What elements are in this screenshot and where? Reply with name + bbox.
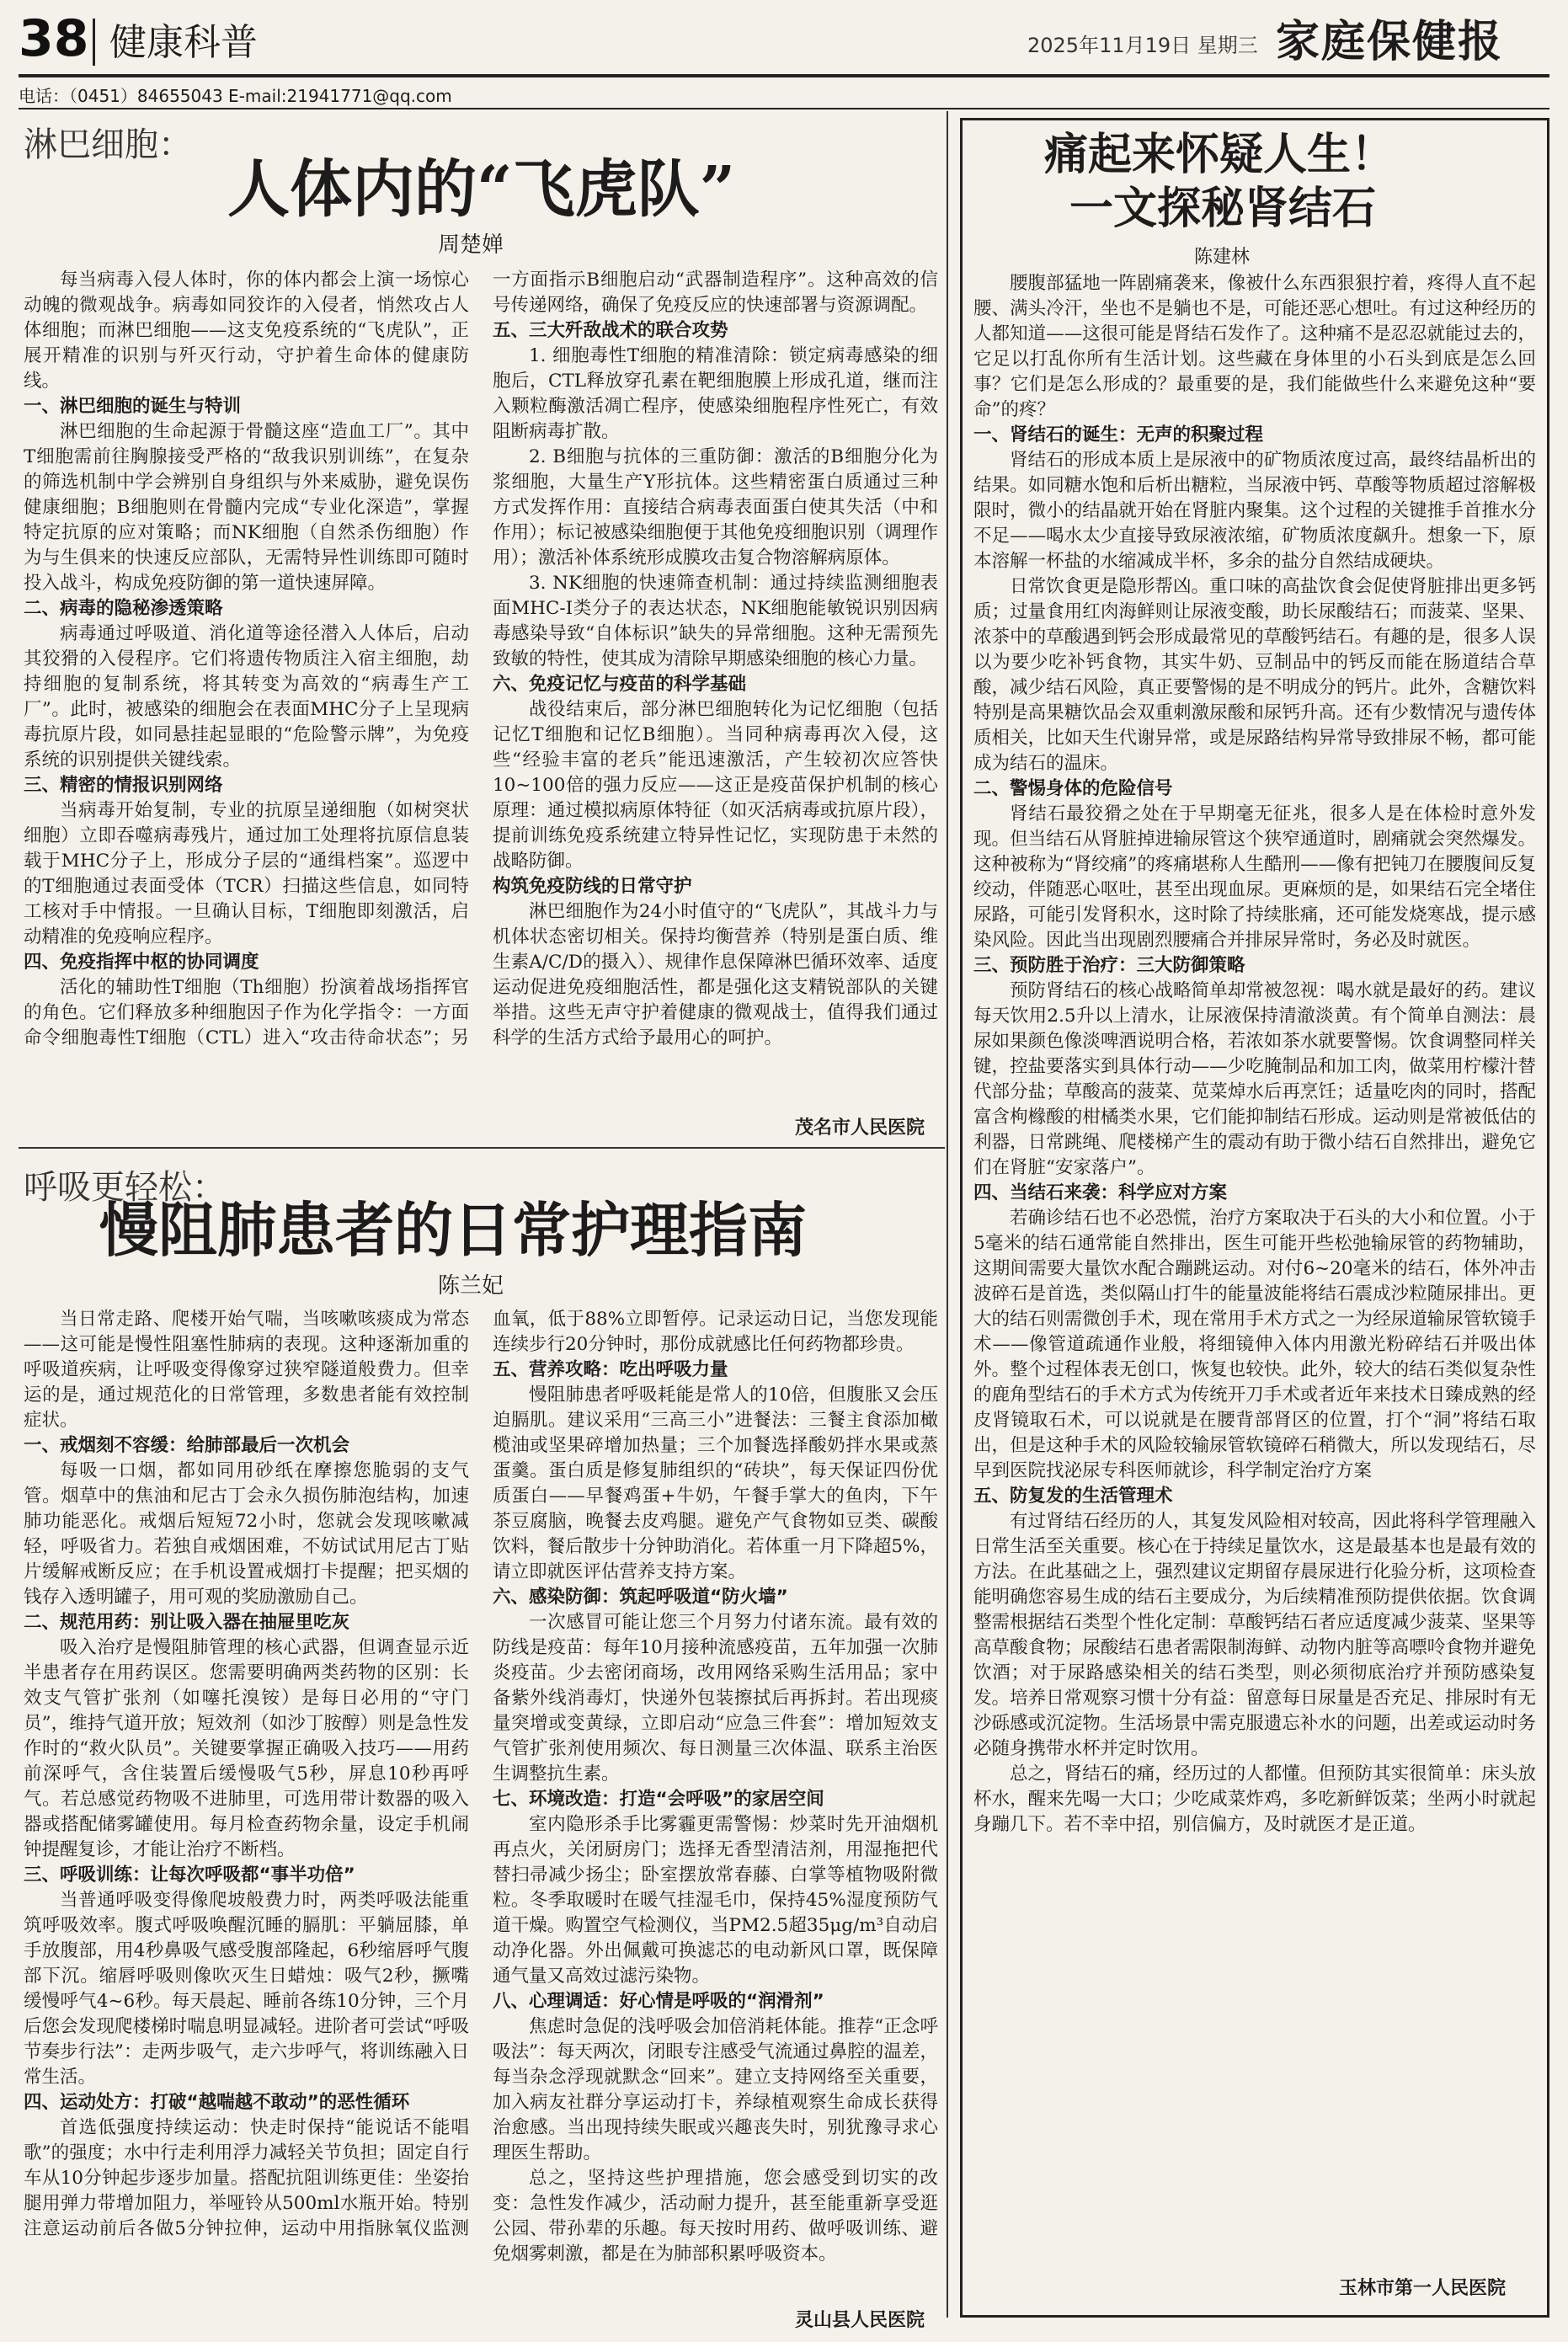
paragraph: 有过肾结石经历的人，其复发风险相对较高，因此将科学管理融入日常生活至关重要。核心在于持续足量饮水，这是最基本也是最有效的方法。在此基础之上，强烈建议定期留存晨尿进行化验分析，这项检查能明确您容易生成的结石主要成分，为后续精准预防提供依据。饮食调整需根据结石类型个性化定制：草酸钙结石者应适度减少菠菜、坚果等高草酸食物；尿酸结石患者需限制海鲜、动物内脏等高嘌呤食物并避免饮酒；对于尿路感染相关的结石类型，则必须彻底治疗并预防感染复发。培养日常观察习惯十分有益：留意每日尿量是否充足、排尿时有无沙砾感或沉淀物。生活场景中需克服遗忘补水的问题，出差或运动时务必随身携带水杯并定时饮用。 xyxy=(973,1511,1536,1759)
section-heading: 四、当结石来袭：科学应对方案 xyxy=(973,1182,1228,1203)
newspaper-name: 家庭保健报 xyxy=(1276,16,1504,67)
article1-kicker: 淋巴细胞： xyxy=(24,125,192,164)
paragraph: 活化的辅助性T细胞（Th细胞）扮演着战场指挥官的角色。它们释放多种细胞因子作为化学指令：一方面命令细胞毒性T细胞（CTL）进入“攻击待命状态”；另一方面指示B细胞启动“武器制造程序”。这种高效的信号传递网络，确保了免疫反应的快速部署与资源调配。 xyxy=(24,269,938,1048)
paragraph: 腰腹部猛地一阵剧痛袭来，像被什么东西狠狠拧着，疼得人直不起腰、满头冷汗，坐也不是躺也不是，可能还恶心想吐。有过这种经历的人都知道——这很可能是肾结石发作了。这种痛不是忍忍就能过去的，它足以打乱你所有生活计划。这些藏在身体里的小石头到底是怎么回事？它们是怎么形成的？最重要的是，我们能做些什么来避免这种“要命”的疼？ xyxy=(973,273,1536,420)
paragraph: 淋巴细胞的生命起源于骨髓这座“造血工厂”。其中T细胞需前往胸腺接受严格的“敌我识别训练”，在复杂的筛选机制中学会辨别自身组织与外来威胁，避免误伤健康细胞；B细胞则在骨髓内完成“专业化深造”，掌握特定抗原的应对策略；而NK细胞（自然杀伤细胞）作为与生俱来的快速反应部队，无需特异性训练即可随时投入战斗，构成免疫防御的第一道快速屏障。 xyxy=(24,421,469,594)
contact-line: 电话：（0451）84655043 E-mail:21941771@qq.com xyxy=(19,86,452,106)
section-heading: 构筑免疫防线的日常守护 xyxy=(493,876,692,897)
paragraph: 慢阻肺患者呼吸耗能是常人的10倍，但腹胀又会压迫膈肌。建议采用“三高三小”进餐法：三餐主食添加橄榄油或坚果碎增加热量；三个加餐选择酸奶拌水果或蒸蛋羹。蛋白质是修复肺组织的“砖块”，每天保证四份优质蛋白——早餐鸡蛋+牛奶，午餐手掌大的鱼肉，下午茶豆腐脑，晚餐去皮鸡腿。避免产气食物如豆类、碳酸饮料，餐后散步十分钟助消化。若体重一月下降超5%，请立即就医评估营养支持方案。 xyxy=(493,1384,938,1582)
paragraph: 吸入治疗是慢阻肺管理的核心武器，但调查显示近半患者存在用药误区。您需要明确两类药物的区别：长效支气管扩张剂（如噻托溴铵）是每日必用的“守门员”，维持气道开放；短效剂（如沙丁胺醇）则是急性发作时的“救火队员”。关键要掌握正确吸入技巧——用药前深呼气，含住装置后缓慢吸气5秒，屏息10秒再呼气。若总感觉药物吸不进肺里，可选用带计数器的吸入器或搭配储雾罐使用。每月检查药物余量，设定手机闹钟提醒复诊，才能让治疗不断档。 xyxy=(24,1637,469,1860)
article2-kicker: 呼吸更轻松： xyxy=(24,1168,226,1207)
issue-date: 2025年11月19日 星期三 xyxy=(1027,34,1258,57)
article-separator xyxy=(19,1147,945,1149)
article3-title-line2: 一文探秘肾结石 xyxy=(1069,183,1377,234)
article3-title-line1: 痛起来怀疑人生！ xyxy=(1044,129,1395,180)
masthead xyxy=(0,0,1568,106)
section-heading: 六、感染防御：筑起呼吸道“防火墙” xyxy=(493,1587,788,1608)
page-number: 38 xyxy=(19,9,89,68)
article1-body xyxy=(24,268,938,1110)
article2-author: 陈兰妃 xyxy=(438,1273,504,1299)
section-heading: 五、营养攻略：吃出呼吸力量 xyxy=(493,1359,728,1380)
article3-author: 陈建林 xyxy=(1194,247,1251,268)
article1-source: 茂名市人民医院 xyxy=(795,1118,925,1139)
section-heading: 二、规范用药：别让吸入器在抽屉里吃灰 xyxy=(24,1612,350,1633)
paragraph: 总之，坚持这些护理措施，您会感受到切实的改变：急性发作减少，活动耐力提升，甚至能重新享受逛公园、带孙辈的乐趣。每天按时用药、做呼吸训练、避免烟雾刺激，都是在为肺部积累呼吸资本。 xyxy=(493,2168,938,2265)
masthead-separator xyxy=(93,19,95,66)
article3-body xyxy=(973,271,1536,2265)
paragraph: 一次感冒可能让您三个月努力付诸东流。最有效的防线是疫苗：每年10月接种流感疫苗，五年加强一次肺炎疫苗。少去密闭商场，改用网络采购生活用品；家中备紫外线消毒灯，快递外包装擦拭后再拆封。若出现痰量突增或变黄绿，立即启动“应急三件套”：增加短效支气管扩张剂使用频次、每日测量三次体温、联系主治医生调整抗生素。 xyxy=(493,1612,938,1785)
paragraph: 预防肾结石的核心战略简单却常被忽视：喝水就是最好的药。建议每天饮用2.5升以上清水，让尿液保持清澈淡黄。有个简单自测法：晨尿如果颜色像淡啤酒说明合格，若浓如茶水就要警惕。饮食调整同样关键，控盐要落实到具体行动——少吃腌制品和加工肉，做菜用柠檬汁替代部分盐；草酸高的菠菜、苋菜焯水后再烹饪；适量吃肉的同时，搭配富含枸橼酸的柑橘类水果，它们能抑制结石形成。运动则是常被低估的利器，日常跳绳、爬楼梯产生的震动有助于微小结石自然排出，避免它们在肾脏“安家落户”。 xyxy=(973,980,1536,1178)
section-heading: 一、戒烟刻不容缓：给肺部最后一次机会 xyxy=(24,1435,350,1456)
paragraph: 3. NK细胞的快速筛查机制：通过持续监测细胞表面MHC-I类分子的表达状态，NK细胞能敏锐识别因病毒感染导致“自体标识”缺失的异常细胞。这种无需预先致敏的特性，使其成为清除早期感染细胞的核心力量。 xyxy=(493,573,938,670)
paragraph: 每当病毒入侵人体时，你的体内都会上演一场惊心动魄的微观战争。病毒如同狡诈的入侵者，悄然攻占人体细胞；而淋巴细胞——这支免疫系统的“飞虎队”，正展开精准的识别与歼灭行动，守护着生命体的健康防线。 xyxy=(24,269,469,392)
section-title: 健康科普 xyxy=(109,21,258,64)
section-heading: 五、三大歼敌战术的联合攻势 xyxy=(493,320,728,341)
paragraph: 淋巴细胞作为24小时值守的“飞虎队”，其战斗力与机体状态密切相关。保持均衡营养（特别是蛋白质、维生素A/C/D的摄入）、规律作息保障淋巴循环效率、适度运动促进免疫细胞活性，都是强化这支精锐部队的关键举措。这些无声守护着健康的微观战士，值得我们通过科学的生活方式给予最用心的呵护。 xyxy=(493,901,938,1048)
paragraph: 当日常走路、爬楼开始气喘，当咳嗽咳痰成为常态——这可能是慢性阻塞性肺病的表现。这种逐渐加重的呼吸道疾病，让呼吸变得像穿过狭窄隧道般费力。但幸运的是，通过规范化的日常管理，多数患者能有效控制症状。 xyxy=(24,1309,469,1431)
section-heading: 六、免疫记忆与疫苗的科学基础 xyxy=(493,674,747,695)
section-heading: 三、呼吸训练：让每次呼吸都“事半功倍” xyxy=(24,1865,355,1886)
section-heading: 三、精密的情报识别网络 xyxy=(24,775,223,796)
contact-rule xyxy=(19,108,1549,109)
section-heading: 五、防复发的生活管理术 xyxy=(973,1486,1173,1507)
section-heading: 三、预防胜于治疗：三大防御策略 xyxy=(973,955,1245,976)
paragraph: 焦虑时急促的浅呼吸会加倍消耗体能。推荐“正念呼吸法”：每天两次，闭眼专注感受气流通过鼻腔的温差，每当杂念浮现就默念“回来”。建立支持网络至关重要，加入病友社群分享运动打卡，养绿植观察生命成长获得治愈感。当出现持续失眠或兴趣丧失时，别犹豫寻求心理医生帮助。 xyxy=(493,2016,938,2163)
paragraph: 室内隐形杀手比雾霾更需警惕：炒菜时先开油烟机再点火，关闭厨房门；选择无香型清洁剂，用湿拖把代替扫帚减少扬尘；卧室摆放常春藤、白掌等植物吸附微粒。冬季取暖时在暖气挂湿毛巾，保持45%湿度预防气道干燥。购置空气检测仪，当PM2.5超35μg/m³自动启动净化器。外出佩戴可换滤芯的电动新风口罩，既保障通气量又高效过滤污染物。 xyxy=(493,1814,938,1987)
section-heading: 一、淋巴细胞的诞生与特训 xyxy=(24,396,242,417)
paragraph: 若确诊结石也不必恐慌，治疗方案取决于石头的大小和位置。小于5毫米的结石通常能自然排出，医生可能开些松弛输尿管的药物辅助，这期间需要大量饮水配合蹦跳运动。对付6~20毫米的结石，体外冲击波碎石是首选，类似隔山打牛的能量波能将结石震成沙粒随尿排出。更大的结石则需微创手术，现在常用手术方式之一为经尿道输尿管软镜手术——像管道疏通作业般，将细镜伸入体内用激光粉碎结石并吸出体外。整个过程体表无创口，恢复也较快。此外，较大的结石类似复杂性的鹿角型结石的手术方式为传统开刀手术或者近年来技术日臻成熟的经皮肾镜取石术，可以说就是在腰背部肾区的位置，打个“洞”将结石取出，但是这种手术的风险较输尿管软镜碎石稍微大，所以发现结石，尽早到医院找泌尿专科医师就诊，科学制定治疗方案 xyxy=(973,1208,1536,1481)
paragraph: 2. B细胞与抗体的三重防御：激活的B细胞分化为浆细胞，大量生产Y形抗体。这些精密蛋白质通过三种方式发挥作用：直接结合病毒表面蛋白使其失活（中和作用）；标记被感染细胞便于其他免疫细胞识别（调理作用）；激活补体系统形成膜攻击复合物溶解病原体。 xyxy=(493,446,938,568)
article2-source: 灵山县人民医院 xyxy=(795,2310,925,2331)
article1-title: 人体内的“飞虎队” xyxy=(227,153,736,226)
section-heading: 二、病毒的隐秘渗透策略 xyxy=(24,598,223,619)
article1-author: 周楚婵 xyxy=(438,232,504,258)
section-heading: 四、免疫指挥中枢的协同调度 xyxy=(24,952,259,973)
section-heading: 七、环境改造：打造“会呼吸”的家居空间 xyxy=(493,1789,824,1810)
paragraph: 每吸一口烟，都如同用砂纸在摩擦您脆弱的支气管。烟草中的焦油和尼古丁会永久损伤肺泡结构，加速肺功能恶化。戒烟后短短72小时，您就会发现咳嗽减轻，呼吸省力。若独自戒烟困难，不妨试试用尼古丁贴片缓解戒断反应；在手机设置戒烟打卡提醒；把买烟的钱存入透明罐子，用可观的奖励激励自己。 xyxy=(24,1460,469,1608)
paragraph: 战役结束后，部分淋巴细胞转化为记忆细胞（包括记忆T细胞和记忆B细胞）。当同种病毒再次入侵，这些“经验丰富的老兵”能迅速激活，产生较初次应答快10~100倍的强力反应——这正是疫苗保护机制的核心原理：通过模拟病原体特征（如灭活病毒或抗原片段），提前训练免疫系统建立特异性记忆，实现防患于未然的战略防御。 xyxy=(493,699,938,872)
paragraph: 肾结石最狡猾之处在于早期毫无征兆，很多人是在体检时意外发现。但当结石从肾脏掉进输尿管这个狭窄通道时，剧痛就会突然爆发。这种被称为“肾绞痛”的疼痛堪称人生酷刑——像有把钝刀在腰腹间反复绞动，伴随恶心呕吐，甚至出现血尿。更麻烦的是，如果结石完全堵住尿路，可能引发肾积水，这时除了持续胀痛，还可能发烧寒战，提示感染风险。因此当出现剧烈腰痛合并排尿异常时，务必及时就医。 xyxy=(973,803,1536,951)
article2-title: 慢阻肺患者的日常护理指南 xyxy=(99,1195,807,1265)
paragraph: 肾结石的形成本质上是尿液中的矿物质浓度过高，最终结晶析出的结果。如同糖水饱和后析出糖粒，当尿液中钙、草酸等物质超过溶解极限时，微小的结晶就开始在肾脏内聚集。这个过程的关键推手首推水分不足——喝水太少直接导致尿液浓缩，矿物质浓度飙升。想象一下，原本溶解一杯盐的水缩减成半杯，多余的盐分自然结成硬块。 xyxy=(973,450,1536,572)
paragraph: 当普通呼吸变得像爬坡般费力时，两类呼吸法能重筑呼吸效率。腹式呼吸唤醒沉睡的膈肌：平躺屈膝，单手放腹部，用4秒鼻吸气感受腹部隆起，6秒缩唇呼气腹部下沉。缩唇呼吸则像吹灭生日蜡烛：吸气2秒，撅嘴缓慢呼气4~6秒。每天晨起、睡前各练10分钟，三个月后您会发现爬楼梯时喘息明显减轻。进阶者可尝试“呼吸节奏步行法”：走两步吸气，走六步呼气，将训练融入日常生活。 xyxy=(24,1890,469,2088)
paragraph: 当病毒开始复制，专业的抗原呈递细胞（如树突状细胞）立即吞噬病毒残片，通过加工处理将抗原信息装载于MHC分子上，形成分子层的“通缉档案”。巡逻中的T细胞通过表面受体（TCR）扫描这些信息，如同特工核对手中情报。一旦确认目标，T细胞即刻激活，启动精准的免疫响应程序。 xyxy=(24,800,469,947)
article3-source: 玉林市第一人民医院 xyxy=(1339,2278,1507,2299)
section-heading: 二、警惕身体的危险信号 xyxy=(973,778,1173,799)
section-heading: 四、运动处方：打破“越喘越不敢动”的恶性循环 xyxy=(24,2092,410,2113)
paragraph: 总之，肾结石的痛，经历过的人都懂。但预防其实很简单：床头放杯水，醒来先喝一大口；少吃咸菜炸鸡，多吃新鲜饭菜；坐两小时就起身蹦几下。若不幸中招，别信偏方，及时就医才是正道。 xyxy=(973,1763,1536,1835)
section-heading: 八、心理调适：好心情是呼吸的“润滑剂” xyxy=(493,1991,824,2012)
column-divider xyxy=(947,111,948,2318)
paragraph: 1. 细胞毒性T细胞的精准清除：锁定病毒感染的细胞后，CTL释放穿孔素在靶细胞膜上形成孔道，继而注入颗粒酶激活凋亡程序，使感染细胞程序性死亡，有效阻断病毒扩散。 xyxy=(493,345,938,442)
paragraph: 日常饮食更是隐形帮凶。重口味的高盐饮食会促使肾脏排出更多钙质；过量食用红肉海鲜则让尿液变酸，助长尿酸结石；而菠菜、坚果、浓茶中的草酸遇到钙会形成最常见的草酸钙结石。有趣的是，很多人误以为要少吃补钙食物，其实牛奶、豆制品中的钙反而能在肠道结合草酸，减少结石风险，真正要警惕的是不明成分的钙片。此外，含糖饮料特别是高果糖饮品会双重刺激尿酸和尿钙升高。还有少数情况与遗传体质相关，比如天生代谢异常，或是尿路结构异常导致排尿不畅，都可能成为结石的温床。 xyxy=(973,576,1536,774)
section-heading: 一、肾结石的诞生：无声的积聚过程 xyxy=(973,424,1264,445)
masthead-rule xyxy=(19,74,1549,77)
article2-body xyxy=(24,1307,938,2302)
paragraph: 病毒通过呼吸道、消化道等途径潜入人体后，启动其狡猾的入侵程序。它们将遗传物质注入宿主细胞，劫持细胞的复制系统，将其转变为高效的“病毒生产工厂”。此时，被感染的细胞会在表面MHC分子上呈现病毒抗原片段，如同悬挂起显眼的“危险警示牌”，为免疫系统的识别提供关键线索。 xyxy=(24,623,469,771)
paragraph: 首选低强度持续运动：快走时保持“能说话不能唱歌”的强度；水中行走利用浮力减轻关节负担；固定自行车从10分钟起步逐步加量。搭配抗阻训练更佳：坐姿抬腿用弹力带增加阻力，举哑铃从500ml水瓶开始。特别注意运动前后各做5分钟拉伸，运动中用指脉氧仪监测血氧，低于88%立即暂停。记录运动日记，当您发现能连续步行20分钟时，那份成就感比任何药物都珍贵。 xyxy=(24,1309,938,2239)
